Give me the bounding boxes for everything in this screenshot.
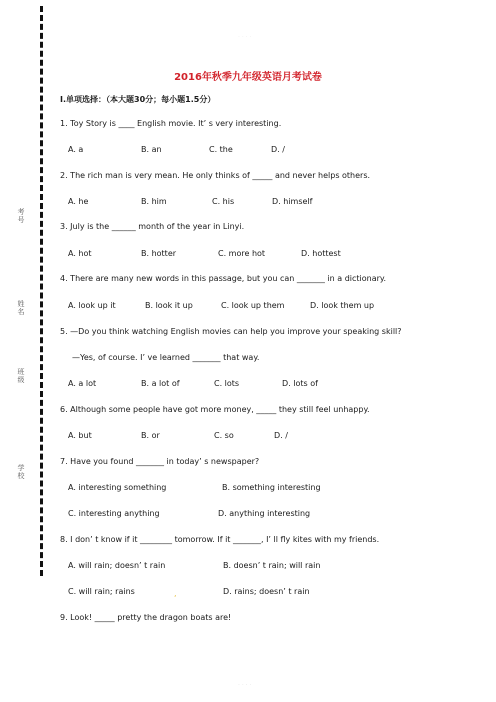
option-b: B. him (141, 197, 167, 206)
side-label-name: 姓名 (17, 300, 25, 316)
option-c: C. interesting anything (68, 509, 160, 518)
option-c: C. lots (214, 379, 240, 388)
option-a: A. he (68, 197, 89, 206)
footer-watermark: · · · · (238, 682, 252, 689)
binding-dashed-line (40, 6, 43, 576)
option-b: B. something interesting (222, 483, 321, 492)
option-b: B. doesn’ t rain; will rain (223, 561, 321, 570)
option-c: C. more hot (218, 249, 266, 258)
option-b: B. look it up (145, 301, 193, 310)
question-6-options (68, 431, 468, 443)
question-8: 8. I don’ t know if it ________ tomorrow. If it _______, I’ ll fly kites with my friends. (60, 535, 380, 544)
option-c: C. look up them (221, 301, 285, 310)
question-5-reply: —Yes, of course. I’ ve learned _______ that way. (72, 353, 260, 362)
option-a: A. hot (68, 249, 92, 258)
option-a: A. interesting something (68, 483, 167, 492)
question-7-options (68, 483, 468, 495)
option-c: C. so (214, 431, 234, 440)
question-2-options (68, 197, 468, 209)
side-label-exam-no: 考号 (17, 208, 25, 224)
stray-mark: , (174, 589, 177, 598)
option-d: D. / (271, 145, 285, 154)
page-title: 2016年秋季九年级英语月考试卷 (174, 72, 322, 83)
section-heading: I.单项选择：（本大题30分；每小题1.5分） (60, 95, 216, 104)
option-b: B. an (141, 145, 162, 154)
question-4-options (68, 301, 468, 313)
side-label-class: 班级 (17, 368, 25, 384)
question-2: 2. The rich man is very mean. He only thinks of _____ and never helps others. (60, 171, 371, 180)
option-a: A. will rain; doesn’ t rain (68, 561, 166, 570)
option-d: D. rains; doesn’ t rain (223, 587, 310, 596)
option-d: D. anything interesting (218, 509, 311, 518)
question-7: 7. Have you found _______ in today’ s newspaper? (60, 457, 260, 466)
option-b: B. hotter (141, 249, 177, 258)
option-a: A. a lot (68, 379, 97, 388)
option-a: A. look up it (68, 301, 116, 310)
question-4: 4. There are many new words in this passage, but you can _______ in a dictionary. (60, 274, 387, 283)
question-1-options (68, 145, 468, 157)
question-8-options (68, 561, 468, 573)
question-5: 5. —Do you think watching English movies can help you improve your speaking skill? (60, 327, 402, 336)
option-c: C. the (209, 145, 233, 154)
question-5-options (68, 379, 468, 391)
question-1: 1. Toy Story is ____ English movie. It’ s very interesting. (60, 119, 282, 128)
option-a: A. but (68, 431, 92, 440)
header-watermark: · · · · (238, 34, 252, 41)
option-a: A. a (68, 145, 84, 154)
question-6: 6. Although some people have got more money, _____ they still feel unhappy. (60, 405, 370, 414)
question-3-options (68, 249, 468, 261)
question-7-options-2 (68, 509, 468, 521)
option-d: D. / (274, 431, 288, 440)
question-8-options-2 (68, 587, 468, 599)
option-d: D. himself (272, 197, 313, 206)
question-3: 3. July is the ______ month of the year in Linyi. (60, 222, 245, 231)
option-b: B. a lot of (141, 379, 180, 388)
question-9: 9. Look! _____ pretty the dragon boats are! (60, 613, 232, 622)
option-c: C. will rain; rains (68, 587, 135, 596)
option-d: D. lots of (282, 379, 318, 388)
side-label-school: 学校 (17, 464, 25, 480)
option-d: D. hottest (301, 249, 341, 258)
option-b: B. or (141, 431, 160, 440)
option-c: C. his (212, 197, 235, 206)
option-d: D. look them up (310, 301, 375, 310)
